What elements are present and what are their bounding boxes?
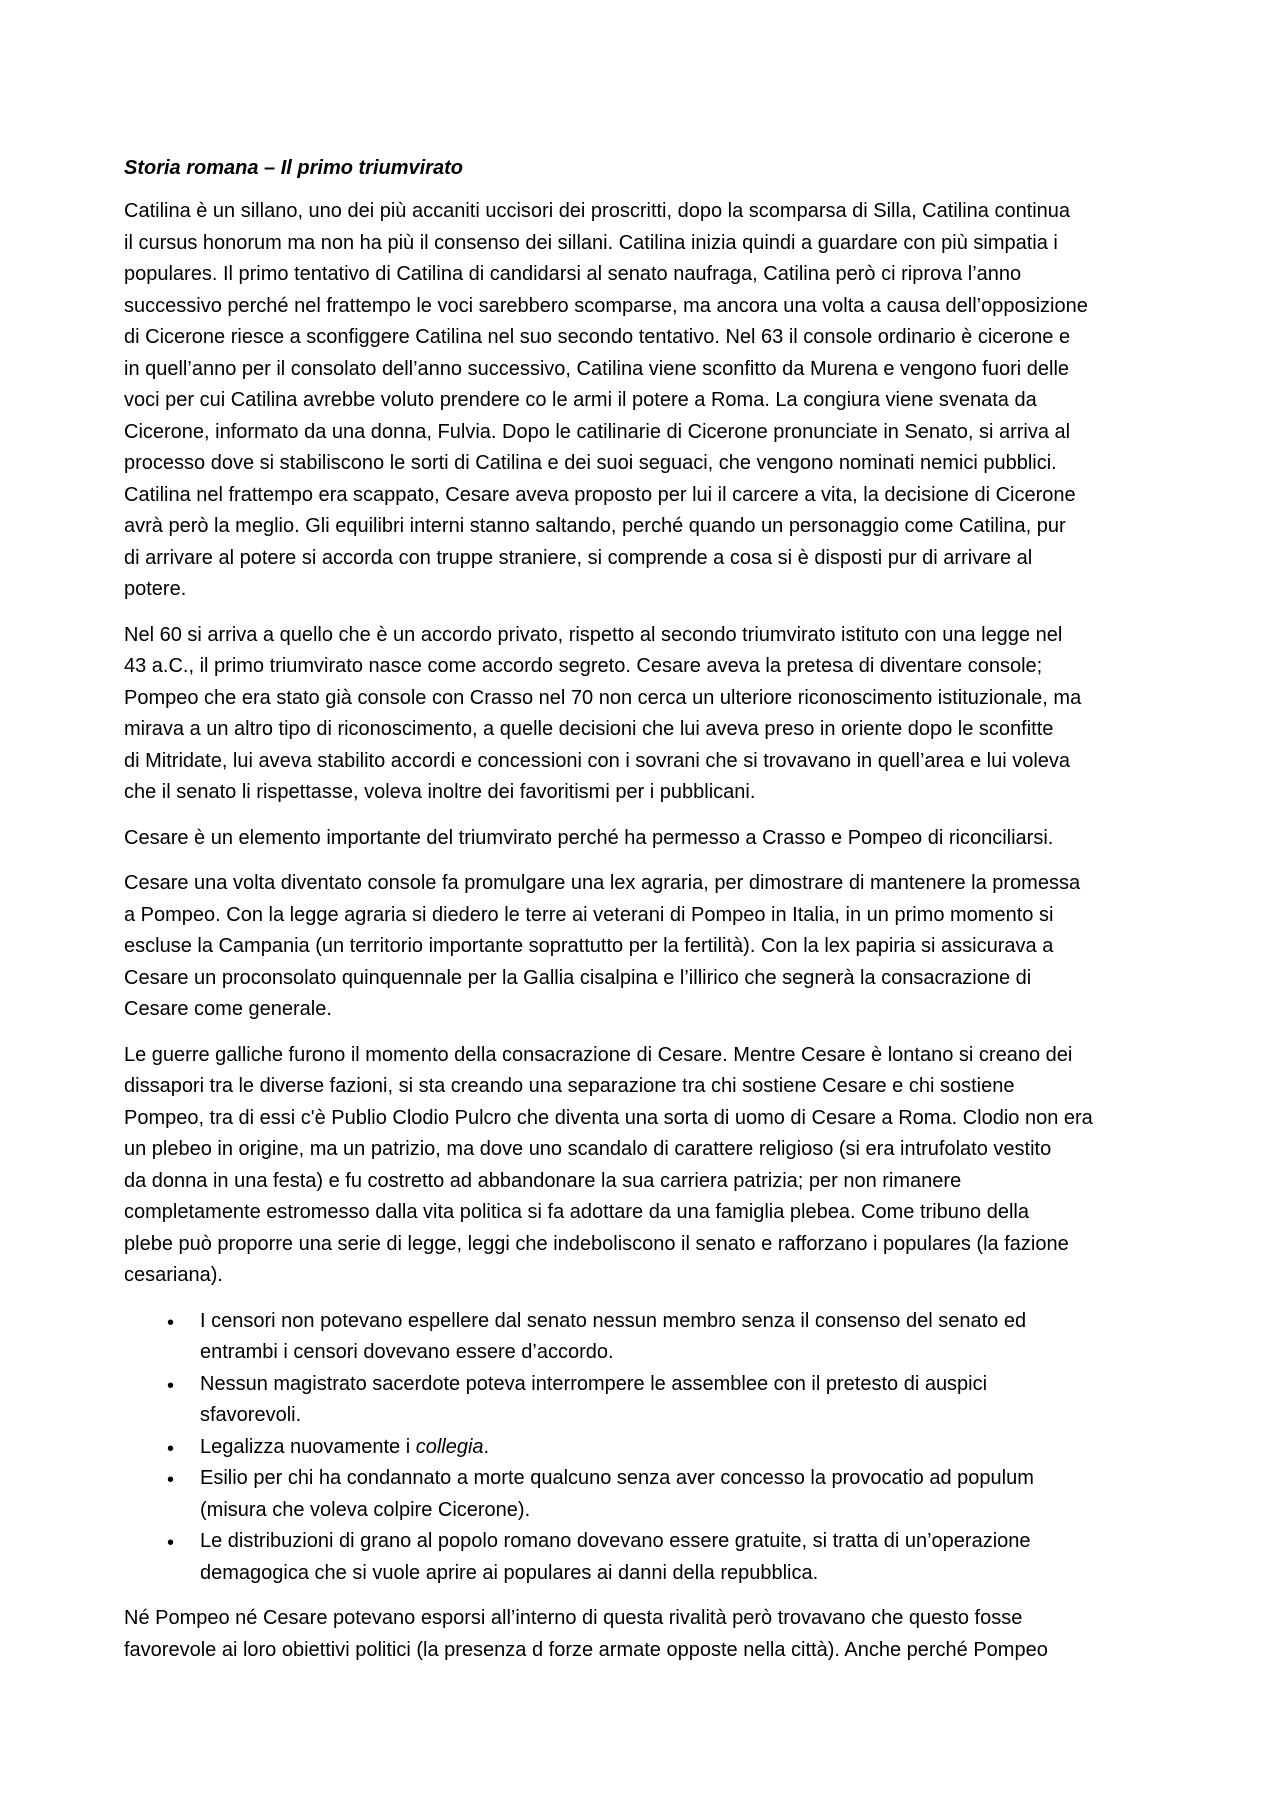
text-line: potere.: [124, 578, 187, 600]
text-line: escluse la Campania (un territorio importante soprattutto per la fertilità). Con la lex papiria si assicurava a: [124, 935, 1054, 957]
text-line: plebe può proporre una serie di legge, leggi che indeboliscono il senato e rafforzano i populares (la fazione: [124, 1232, 1069, 1255]
text-line: Nel 60 si arriva a quello che è un accordo privato, rispetto al secondo triumvirato istituto con una legge nel: [124, 623, 1063, 646]
text-line: in quell’anno per il consolato dell’anno successivo, Catilina viene sconfitto da Murena e vengono fuori delle: [124, 357, 1070, 380]
text-line: successivo perché nel frattempo le voci sarebbero scomparse, ma ancora una volta a causa dell’opposizione: [124, 294, 1088, 317]
text-line: di Cicerone riesce a sconfiggere Catilina nel suo secondo tentativo. Nel 63 il console ordinario è cicerone e: [124, 326, 1071, 348]
text-line: Cesare una volta diventato console fa promulgare una lex agraria, per dimostrare di mantenere la promessa: [124, 872, 1081, 894]
text-line: Pompeo che era stato già console con Crasso nel 70 non cerca un ulteriore riconoscimento istituzionale, ma: [124, 686, 1082, 709]
list-item: [124, 1463, 1164, 1526]
text-line: (misura che voleva colpire Cicerone).: [200, 1498, 531, 1521]
paragraph-primo-triumvirato: [124, 620, 1164, 809]
text-line: Cesare è un elemento importante del triumvirato perché ha permesso a Crasso e Pompeo di riconciliarsi.: [124, 826, 1054, 849]
text-line: a Pompeo. Con la legge agraria si diedero le terre ai veterani di Pompeo in Italia, in un primo momento si: [124, 903, 1054, 926]
list-item: [124, 1526, 1164, 1589]
paragraph-rivalita: [124, 1603, 1164, 1666]
list-item: [124, 1369, 1164, 1432]
text-line: Esilio per chi ha condannato a morte qualcuno senza aver concesso la provocatio ad populum: [200, 1467, 1034, 1489]
text-line: un plebeo in origine, ma un patrizio, ma dove uno scandalo di carattere religioso (si era intrufolato vestito: [124, 1138, 1052, 1160]
text-line: il cursus honorum ma non ha più il consenso dei sillani. Catilina inizia quindi a guardare con più simpatia i: [124, 231, 1058, 254]
text-line: Cicerone, informato da una donna, Fulvia. Dopo le catilinarie di Cicerone pronunciate in Senato, si arriva al: [124, 420, 1071, 443]
text-line: Le guerre galliche furono il momento della consacrazione di Cesare. Mentre Cesare è lontano si creano dei: [124, 1043, 1073, 1066]
text-line: di arrivare al potere si accorda con truppe straniere, si comprende a cosa si è disposti pur di arrivare al: [124, 546, 1033, 569]
text-line: da donna in una festa) e fu costretto ad abbandonare la sua carriera patrizia; per non rimanere: [124, 1169, 962, 1192]
text-line: cesariana).: [124, 1264, 223, 1286]
text-line: voci per cui Catilina avrebbe voluto prendere co le armi il potere a Roma. La congiura viene svenata da: [124, 389, 1037, 411]
text-line: Cesare un proconsolato quinquennale per la Gallia cisalpina e l’illirico che segnerà la consacrazione di: [124, 966, 1032, 989]
bullet-icon: •: [167, 1311, 175, 1334]
text-line: entrambi i censori dovevano essere d’accordo.: [200, 1341, 614, 1363]
paragraph-guerre-galliche: [124, 1040, 1164, 1292]
italic-term: collegia: [415, 1435, 484, 1458]
bullet-icon: •: [167, 1437, 175, 1460]
bullet-icon: •: [167, 1469, 175, 1491]
list-item: [124, 1432, 1164, 1464]
text-line: Nessun magistrato sacerdote poteva interrompere le assemblee con il pretesto di auspici: [200, 1372, 988, 1395]
text-line: Né Pompeo né Cesare potevano esporsi all’interno di questa rivalità però trovavano che questo fosse: [124, 1607, 1023, 1629]
text-line: favorevole ai loro obiettivi politici (la presenza d forze armate opposte nella città). Anche perché Pompeo: [124, 1638, 1048, 1661]
paragraph-lex-agraria: [124, 868, 1164, 1026]
document-body: [124, 153, 1164, 1680]
paragraph-catilina: [124, 196, 1164, 606]
text-line: dissapori tra le diverse fazioni, si sta creando una separazione tra chi sostiene Cesare e chi sostiene: [124, 1075, 1015, 1097]
text-line: Catilina nel frattempo era scappato, Cesare aveva proposto per lui il carcere a vita, la decisione di Cicerone: [124, 483, 1076, 506]
text-line: di Mitridate, lui aveva stabilito accordi e concessioni con i sovrani che si trovavano in quell’area e lui voleva: [124, 749, 1071, 772]
text-line: Pompeo, tra di essi c'è Publio Clodio Pulcro che diventa una sorta di uomo di Cesare a Roma. Clodio non era: [124, 1106, 1093, 1129]
document-title: Storia romana – Il primo triumvirato: [124, 157, 463, 179]
bullet-icon: •: [167, 1532, 175, 1554]
clodio-laws-list: [124, 1306, 1164, 1590]
text-line: processo dove si stabiliscono le sorti di Catilina e dei suoi seguaci, che vengono nominati nemici pubblici.: [124, 452, 1057, 474]
text-line: 43 a.C., il primo triumvirato nasce come accordo segreto. Cesare aveva la pretesa di diventare console;: [124, 655, 1043, 677]
text-segment: .: [483, 1435, 490, 1458]
text-line: I censori non potevano espellere dal senato nessun membro senza il consenso del senato ed: [200, 1309, 1027, 1332]
paragraph-cesare-ruolo: [124, 823, 1164, 855]
list-item: [124, 1306, 1164, 1369]
text-line: che il senato li rispettasse, voleva inoltre dei favoritismi per i pubblicani.: [124, 781, 756, 803]
text-line: demagogica che si vuole aprire ai populares ai danni della repubblica.: [200, 1561, 819, 1584]
text-line: avrà però la meglio. Gli equilibri interni stanno saltando, perché quando un personaggio come Catilina, pur: [124, 515, 1066, 537]
text-line: Catilina è un sillano, uno dei più accaniti uccisori dei proscritti, dopo la scomparsa di Silla, Catilina continua: [124, 200, 1071, 222]
text-line: populares. Il primo tentativo di Catilina di candidarsi al senato naufraga, Catilina però ci riprova l’anno: [124, 263, 1022, 285]
text-segment: Legalizza nuovamente i: [200, 1435, 416, 1458]
text-line: [200, 1432, 1164, 1464]
bullet-icon: •: [167, 1374, 175, 1397]
text-line: Cesare come generale.: [124, 998, 332, 1020]
text-line: Le distribuzioni di grano al popolo romano dovevano essere gratuite, si tratta di un’operazione: [200, 1530, 1031, 1552]
text-line: completamente estromesso dalla vita politica si fa adottare da una famiglia plebea. Come tribuno della: [124, 1201, 1029, 1223]
text-line: sfavorevoli.: [200, 1404, 302, 1426]
text-line: mirava a un altro tipo di riconoscimento, a quelle decisioni che lui aveva preso in oriente dopo le sconfitte: [124, 718, 1054, 740]
